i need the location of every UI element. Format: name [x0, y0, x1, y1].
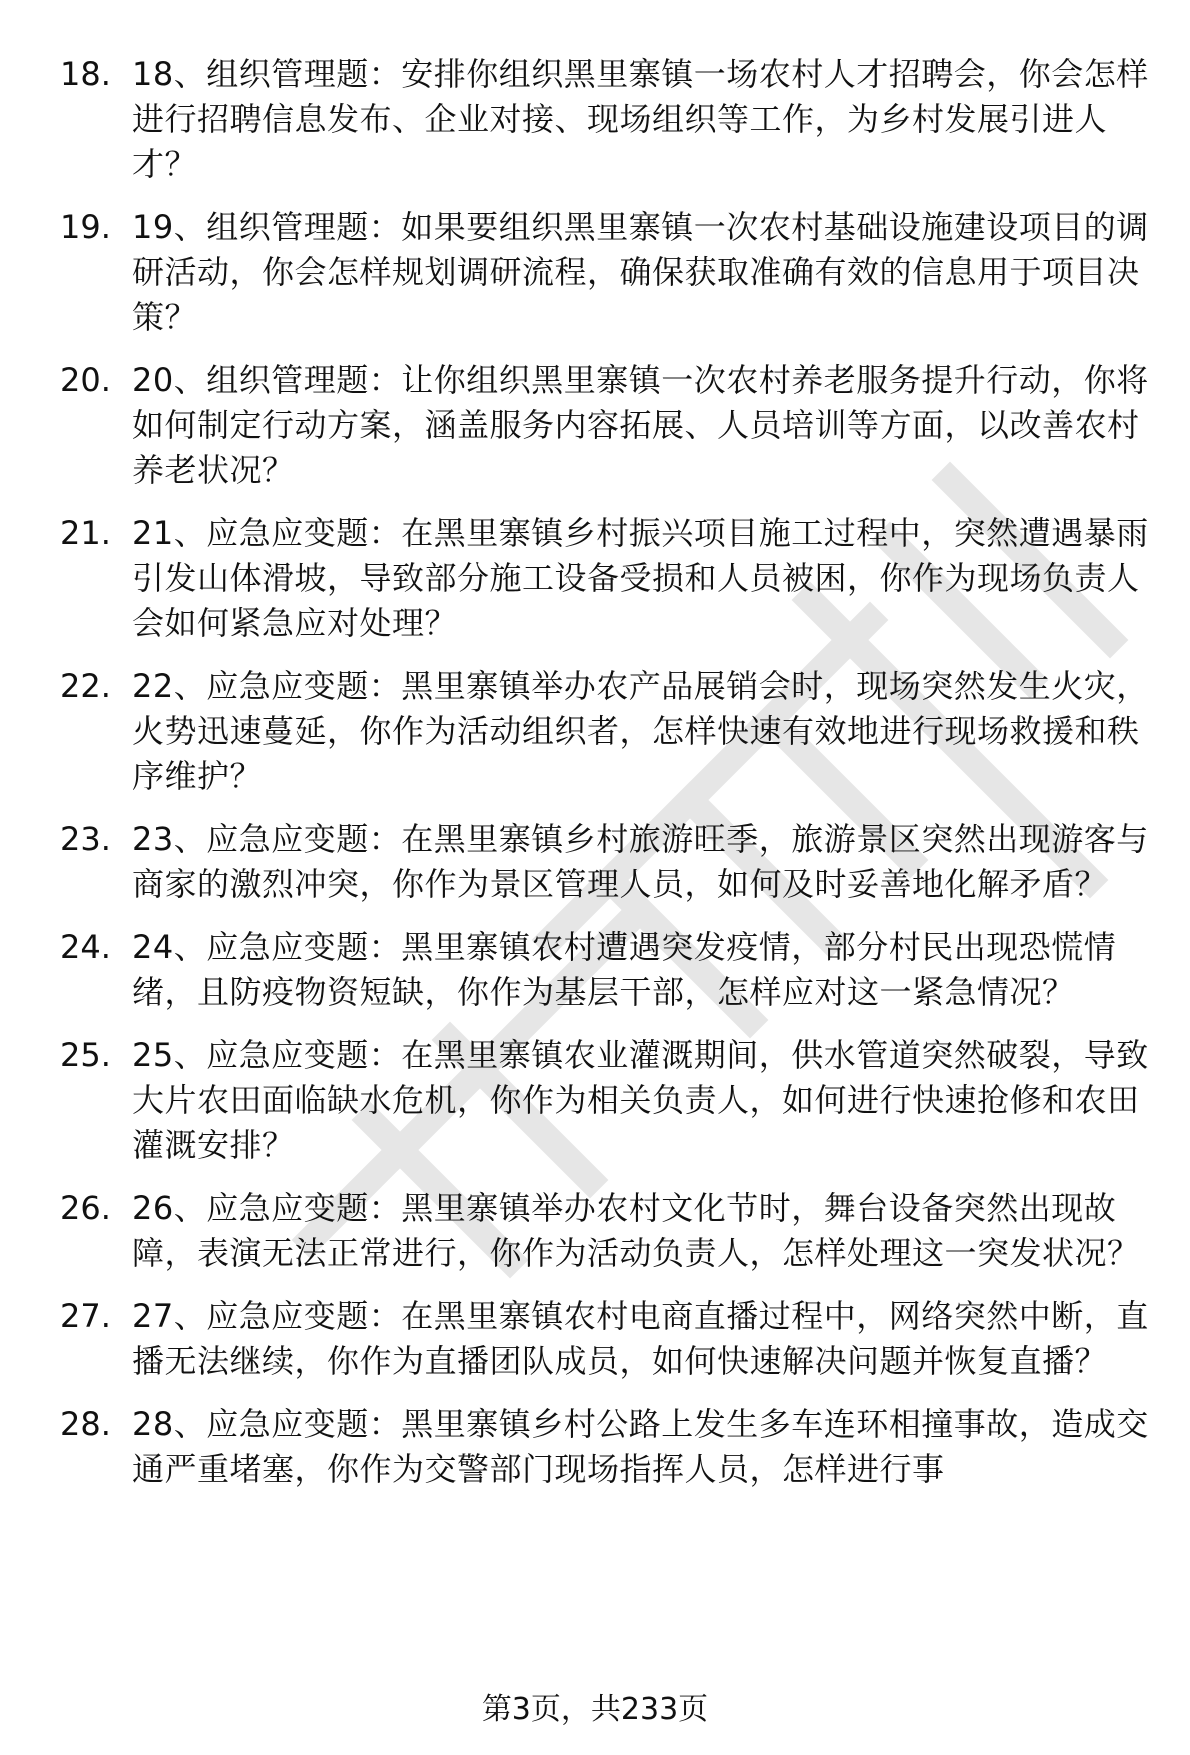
question-item — [60, 1294, 1150, 1384]
question-text: 18、组织管理题：安排你组织黑里寨镇一场农村人才招聘会，你会怎样进行招聘信息发布、企业对接、现场组织等工作，为乡村发展引进人才？ — [132, 55, 1149, 183]
question-item — [60, 511, 1150, 646]
question-text: 28、应急应变题：黑里寨镇乡村公路上发生多车连环相撞事故，造成交通严重堵塞，你作为交警部门现场指挥人员，怎样进行事 — [132, 1405, 1149, 1488]
question-number: 18. — [60, 55, 111, 93]
question-item — [60, 205, 1150, 340]
question-number: 21. — [60, 514, 111, 552]
question-text: 24、应急应变题：黑里寨镇农村遭遇突发疫情，部分村民出现恐慌情绪，且防疫物资短缺，你作为基层干部，怎样应对这一紧急情况？ — [132, 928, 1117, 1011]
question-item — [60, 664, 1150, 799]
question-text: 26、应急应变题：黑里寨镇举办农村文化节时，舞台设备突然出现故障，表演无法正常进行，你作为活动负责人，怎样处理这一突发状况？ — [132, 1189, 1140, 1272]
question-item — [60, 817, 1150, 907]
question-number: 27. — [60, 1297, 111, 1335]
question-number: 19. — [60, 208, 111, 246]
question-number: 22. — [60, 667, 111, 705]
question-text: 21、应急应变题：在黑里寨镇乡村振兴项目施工过程中，突然遭遇暴雨引发山体滑坡，导致部分施工设备受损和人员被困，你作为现场负责人会如何紧急应对处理？ — [132, 514, 1149, 642]
question-item — [60, 1186, 1150, 1276]
question-list — [60, 52, 1150, 1510]
question-item — [60, 358, 1150, 493]
question-item — [60, 52, 1150, 187]
question-text: 22、应急应变题：黑里寨镇举办农产品展销会时，现场突然发生火灾，火势迅速蔓延，你作为活动组织者，怎样快速有效地进行现场救援和秩序维护？ — [132, 667, 1149, 795]
question-item — [60, 925, 1150, 1015]
question-number: 23. — [60, 820, 111, 858]
question-number: 26. — [60, 1189, 111, 1227]
question-text: 23、应急应变题：在黑里寨镇乡村旅游旺季，旅游景区突然出现游客与商家的激烈冲突，你作为景区管理人员，如何及时妥善地化解矛盾？ — [132, 820, 1149, 903]
question-text: 25、应急应变题：在黑里寨镇农业灌溉期间，供水管道突然破裂，导致大片农田面临缺水危机，你作为相关负责人，如何进行快速抢修和农田灌溉安排？ — [132, 1036, 1149, 1164]
question-number: 20. — [60, 361, 111, 399]
question-number: 25. — [60, 1036, 111, 1074]
question-item — [60, 1402, 1150, 1492]
question-text: 20、组织管理题：让你组织黑里寨镇一次农村养老服务提升行动，你将如何制定行动方案，涵盖服务内容拓展、人员培训等方面，以改善农村养老状况？ — [132, 361, 1149, 489]
question-number: 28. — [60, 1405, 111, 1443]
question-number: 24. — [60, 928, 111, 966]
page-number: 第3页，共233页 — [481, 1692, 709, 1727]
question-text: 19、组织管理题：如果要组织黑里寨镇一次农村基础设施建设项目的调研活动，你会怎样规划调研流程，确保获取准确有效的信息用于项目决策？ — [132, 208, 1149, 336]
question-text: 27、应急应变题：在黑里寨镇农村电商直播过程中，网络突然中断，直播无法继续，你作为直播团队成员，如何快速解决问题并恢复直播？ — [132, 1297, 1149, 1380]
question-item — [60, 1033, 1150, 1168]
